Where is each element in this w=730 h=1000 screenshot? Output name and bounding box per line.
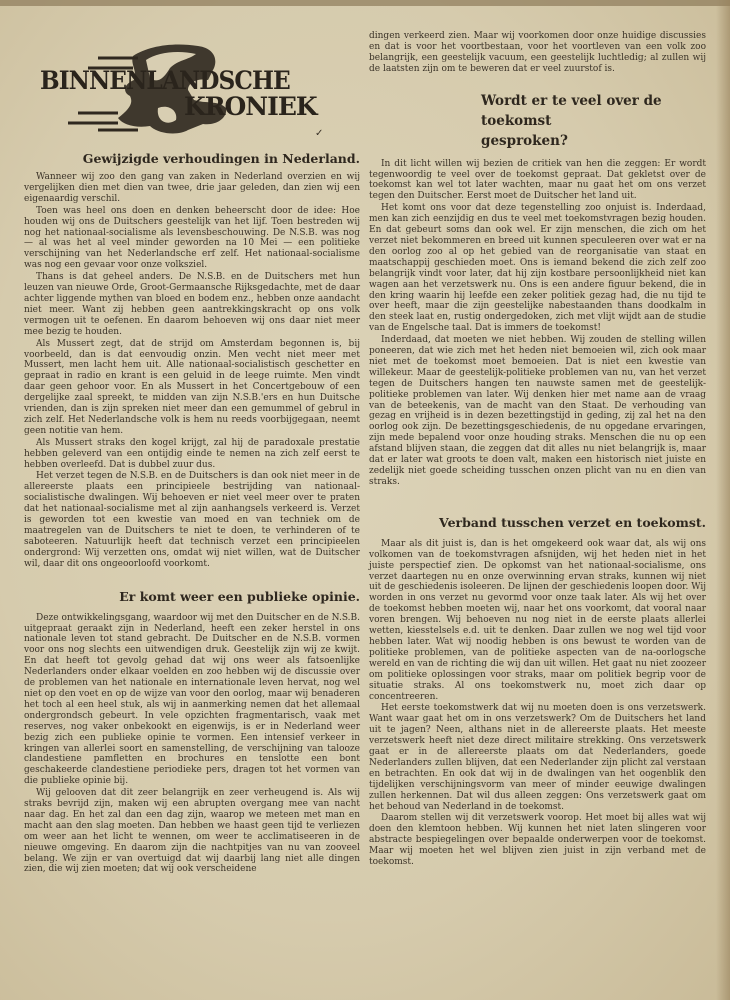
masthead-title-line1: BINNENLANDSCHE — [40, 66, 290, 95]
heading-toekomst-gesproken — [369, 91, 706, 151]
paragraph: Wanneer wij zoo den gang van zaken in Nederland overzien en wij vergelijken dien met dien van twee, drie jaar geleden, dan zien wij een eigenaardig verschil. — [24, 172, 360, 204]
paragraph: Maar als dit juist is, dan is het omgekeerd ook waar dat, als wij ons volkomen van de toekomstvragen afsnijden, wij het heden niet in het juiste perspectief zien. De opkomst van het nationaal-socialisme, ons verzet daartegen nu en onze overwinning ervan straks, kunnen wij niet uit de geschiedenis isoleeren. De lijnen der geschiedenis loopen door. Wij worden in ons verzet nu gevormd voor onze taak later. Als wij het over de toekomst hebben moeten wij, naar het ons voorkomt, dat vooral naar voren brengen. Wij behoeven nu nog niet in de eerste plaats allerlei wetten, kiesstelsels e.d. uit te denken. Daar zullen we nog wel tijd voor hebben later. Wat wij noodig hebben is ons bewust te worden van de politieke problemen, van de politieke aspecten van de na-oorlogsche wereld en van de richting die wij dan uit willen. Het gaat nu niet zoozeer om politieke oplossingen voor straks, maar om politiek begrip voor de situatie straks. Al ons toekomstwerk nu, moet zich daar op concentreeren. — [369, 538, 706, 702]
masthead-title-line2: KRONIEK — [184, 92, 317, 121]
heading-publieke-opinie: Er komt weer een publieke opinie. — [119, 588, 360, 604]
paper-right-edge — [716, 0, 730, 1000]
paragraph-continued: dingen verkeerd zien. Maar wij voorkomen door onze huidige discussies en dat is voor het voortbestaan, voor het voortleven van een volk zoo belangrijk, een geestelijk vacuum, een geestelijk luchtledig; al zullen wij de laatsten zijn om te beweren dat er veel zuurstof is. — [369, 31, 706, 74]
paragraph: Deze ontwikkelingsgang, waardoor wij met den Duitscher en de N.S.B. uitgepraat geraakt zijn in Nederland, heeft een zeker herstel in ons nationale leven tot stand gebracht. De Duitscher en de N.S.B. vormen voor ons nog slechts een uitwendigen druk. Geestelijk zijn wij ze kwijt. En dat heeft tot gevolg gehad dat wij ons weer als fatsoenlijke Nederlanders onder elkaar voelden en zoo hebben wij de discussie over de problemen van het nationale en internationale leven hervat, nog wel niet op den voet en op de wijze van voor den oorlog, maar wij benaderen het toch al een heel stuk, als wij in aanmerking nemen dat het allemaal ondergrondsch gebeurt. In vele opzichten fragmentarisch, vaak met reserves, nog vaker onbekookt en eigenwijs, is er in Nederland weer bezig zich een publieke opinie te vormen. Een intensief verkeer in kringen van allerlei soort en samenstelling, de verschijning van talooze clandestiene pamfletten en brochures en tenslotte een bont geschakeerde clandestiene periodieke pers, dragen tot het vormen van die publieke opinie bij. — [24, 612, 360, 787]
paragraph: Wij gelooven dat dit zeer belangrijk en zeer verheugend is. Als wij straks bevrijd zijn, maken wij een abrupten overgang mee van nacht naar dag. En het zal dan een dag zijn, waarop we meteen met man en macht aan den slag moeten. Dan hebben we haast geen tijd te verliezen om weer aan het licht te wennen, om weer te acclimatiseeren in de nieuwe omgeving. En daarom zijn die nachtpitjes van nu van zooveel belang. We zijn er van overtuigd dat wij daarbij lang niet alle dingen zien, die wij zien moeten; dat wij ook verscheidene — [24, 788, 360, 875]
paragraph: Het eerste toekomstwerk dat wij nu moeten doen is ons verzetswerk. Want waar gaat het om in ons verzetswerk? Om de Duitschers het land uit te jagen? Neen, althans niet in de allereerste plaats. Het meeste verzetswerk heeft niet deze direct militaire strekking. Ons verzetswerk gaat er in de allereerste plaats om dat Nederlanders, goede Nederlanders zullen blijven, dat een Nederlander zijn plicht zal verstaan en betrachten. En ook dat wij in de dwalingen van het oogenblik den tijdelijken verschijningsvorm van meer of minder eeuwige dwalingen zullen herkennen. Dat wil dus alleen zeggen: Ons verzetswerk gaat om het behoud van Nederland in de toekomst. — [369, 703, 706, 812]
check-mark-icon: ✓ — [315, 128, 324, 139]
heading-gewijzigde-verhoudingen: Gewijzigde verhoudingen in Nederland. — [82, 151, 360, 166]
heading-line: gesproken? — [481, 132, 568, 149]
right-column — [369, 31, 706, 868]
paragraph: Toen was heel ons doen en denken beheerscht door de idee: Hoe houden wij ons de Duitschers geestelijk van het lijf. Toen bestreden wij nog het nationaal-socialisme als levensbeschouwing. De N.S.B. was nog — al was het al veel minder geworden na 10 Mei — een politieke verschijning van het Nederlandsche erf zelf. Het nationaal-socialisme was nog een gevaar voor onze volksziel. — [24, 205, 360, 271]
heading-line: Wordt er te veel over de toekomst — [481, 92, 662, 129]
paragraph: Het komt ons voor dat deze tegenstelling zoo onjuist is. Inderdaad, men kan zich eenzijdig en dus te veel met toekomstvragen bezig houden. En dat gebeurt soms dan ook wel. Er zijn menschen, die zich om het verzet niet bekommeren en breed uit kunnen speculeeren over wat er na den oorlog zoo al op het gebied van de reorganisatie van staat en maatschappij geschieden moet. Ons is iemand bekend die zich zelf zoo belangrijk vindt voor later, dat hij zijn kostbare persoonlijkheid niet kan wagen aan het verzetswerk nu. Ons is een andere figuur bekend, die in den kring waarin hij leefde een zeker politiek gezag had, die nu tijd te over heeft, maar die zijn geestelijke nabestaanden thans doodkalm in den steek laat en, rustig ondergedoken, zich met vlijt wijdt aan de studie van de Engelsche taal. Dat is immers de toekomst! — [369, 203, 706, 334]
paragraph: Thans is dat geheel anders. De N.S.B. en de Duitschers met hun leuzen van nieuwe Orde, Groot-Germaansche Rijksgedachte, met de daar achter liggende mythen van bloed en bodem enz., hebben onze aandacht niet meer. Want zij hebben geen aantrekkingskracht op ons volk vermogen uit te oefenen. En daarom behoeven wij ons daar niet meer mee bezig te houden. — [24, 272, 360, 337]
heading-verband-verzet-toekomst: Verband tusschen verzet en toekomst. — [439, 514, 706, 530]
paragraph: Het verzet tegen de N.S.B. en de Duitschers is dan ook niet meer in de allereerste plaats een principieele bestrijding van nationaal-socialistische dwalingen. Wij behoeven er niet veel meer over te praten dat het nationaal-socialisme met al zijn aanhangsels verkeerd is. Verzet is geworden tot een kwestie van moed en van techniek om de maatregelen van de Duitschers te niet te doen, te verhinderen of te saboteeren. Natuurlijk heeft dat technisch verzet een principieelen ondergrond: Wij verzetten ons, omdat wij niet willen, wat de Duitscher wil, daar dit ons ongeoorloofd voorkomt. — [24, 471, 360, 569]
paragraph: In dit licht willen wij bezien de critiek van hen die zeggen: Er wordt tegenwoordig te veel over de toekomst gepraat. Dat gekletst over de toekomst kan wel tot later wachten, maar nu gaat het om ons verzet tegen den Duitscher. Eerst moet de Duitscher het land uit. — [369, 158, 706, 202]
paper-top-edge — [0, 0, 730, 6]
masthead-logo — [38, 38, 348, 138]
paragraph: Als Mussert straks den kogel krijgt, zal hij de paradoxale prestatie hebben geleverd van een ontijdig einde te nemen na zich zelf eerst te hebben overleefd. Dat is dubbel zuur dus. — [24, 437, 360, 470]
left-column — [24, 172, 360, 875]
section-heading-gewijzigde — [24, 150, 360, 167]
paragraph: Als Mussert zegt, dat de strijd om Amsterdam begonnen is, bij voorbeeld, dan is dat eenvoudig onzin. Men vecht niet meer met Mussert, men lacht hem uit. Alle nationaal-socialistisch geschetter en gepraat in radio en krant is een geluid in de leege ruimte. Men vindt daar geen gehoor voor. En als Mussert in het Concertgebouw of een dergelijke zaal spreekt, te midden van zijn N.S.B.'ers en hun Duitsche vrienden, dan is zijn spreken niet meer dan een gemummel of gebrul in zich zelf. Het Nederlandsche volk is hem nu reeds voorbijgegaan, neemt geen notitie van hem. — [24, 338, 360, 436]
paragraph: Inderdaad, dat moeten we niet hebben. Wij zouden de stelling willen poneeren, dat wie zich met het heden niet bemoeien wil, zich ook maar niet met de toekomst moet bemoeien. Dat is niet een kwestie van willekeur. Maar de geestelijk-politieke problemen van nu, van het verzet tegen de Duitschers hangen ten nauwste samen met de geestelijk-politieke problemen van later. Wij denken hier met name aan de vraag van de beteekenis, van de macht van den Staat. De verhouding van gezag en vrijheid is in dezen bezettingstijd in geding, zij zal het na den oorlog ook zijn. De bezettingsgeschiedenis, de nu opgedane ervaringen, zijn mede bepalend voor onze houding straks. Menschen die nu op een afstand blijven staan, die zeggen dat dit alles nu niet belangrijk is, maar dat er later wat groots te doen valt, maken een historisch niet juiste en zedelijk niet goede scheiding tusschen onzen plicht van nu en dien van straks. — [369, 335, 706, 487]
paragraph: Daarom stellen wij dit verzetswerk voorop. Het moet bij alles wat wij doen den klemtoon hebben. Wij kunnen het niet laten slingeren voor abstracte bespiegelingen over bepaalde onderwerpen voor de toekomst. Maar wij moeten het wel blijven zien juist in zijn verband met de toekomst. — [369, 813, 706, 868]
